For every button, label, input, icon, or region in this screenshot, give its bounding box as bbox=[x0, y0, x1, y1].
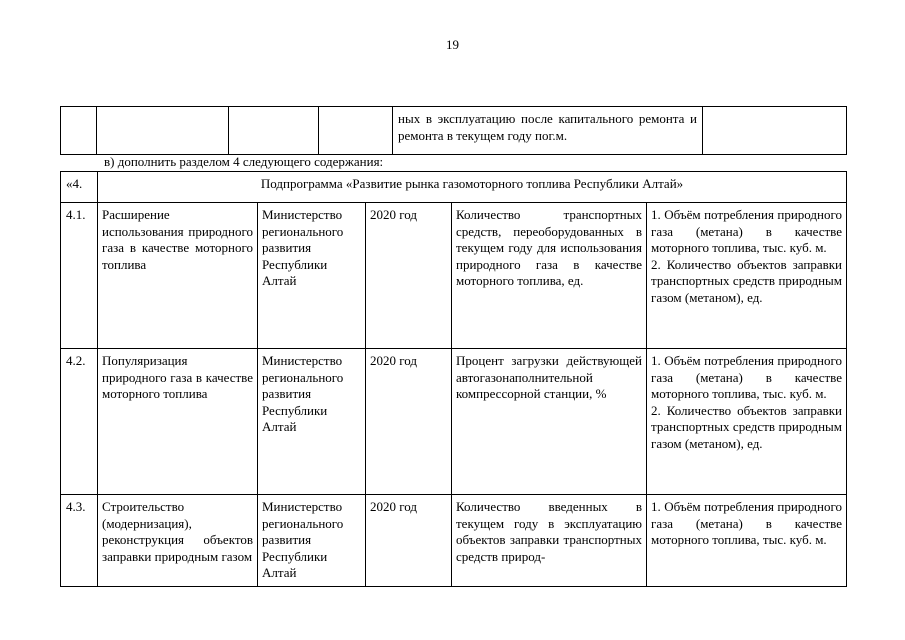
subprogram-header-row bbox=[61, 172, 847, 203]
executor-cell: Министерство регионального развития Республики Алтай bbox=[258, 349, 366, 495]
measure-cell: Популяризация природного газа в качестве моторного топлива bbox=[98, 349, 258, 495]
target-indicators-cell bbox=[647, 203, 847, 349]
row-number: 4.3. bbox=[61, 495, 98, 587]
target-indicators-cell bbox=[647, 495, 847, 587]
page-number: 19 bbox=[446, 37, 459, 52]
empty-cell bbox=[61, 107, 97, 155]
year-cell: 2020 год bbox=[366, 349, 452, 495]
executor-cell: Министерство регионального развития Республики Алтай bbox=[258, 495, 366, 587]
target-indicator-2: 2. Количество объектов заправки транспортных средств природным газом (метаном), ед. bbox=[651, 256, 843, 305]
subprogram-table bbox=[60, 171, 847, 587]
indicator-cell: Количество транспортных средств, переоборудованных в текущем году для использования природного газа в качестве моторного топлива, ед. bbox=[452, 203, 647, 349]
executor-cell: Министерство регионального развития Республики Алтай bbox=[258, 203, 366, 349]
target-indicators-cell bbox=[647, 349, 847, 495]
subsection-intro: в) дополнить разделом 4 следующего содержания: bbox=[104, 154, 384, 169]
year-cell: 2020 год bbox=[366, 203, 452, 349]
continuation-row bbox=[61, 107, 847, 155]
empty-cell bbox=[703, 107, 847, 155]
measure-cell: Расширение использования природного газа в качестве моторного топлива bbox=[98, 203, 258, 349]
table-row bbox=[61, 349, 847, 495]
indicator-cell: Процент загрузки действующей автогазонаполнительной компрессорной станции, % bbox=[452, 349, 647, 495]
target-indicator-1: 1. Объём потребления природного газа (метана) в качестве моторного топлива, тыс. куб. м. bbox=[651, 499, 843, 547]
subprogram-number: «4. bbox=[61, 172, 98, 203]
table-row bbox=[61, 203, 847, 349]
target-indicator-1: 1. Объём потребления природного газа (метана) в качестве моторного топлива, тыс. куб. м. bbox=[651, 353, 843, 401]
continuation-table bbox=[60, 106, 847, 155]
target-indicator-1: 1. Объём потребления природного газа (метана) в качестве моторного топлива, тыс. куб. м. bbox=[651, 207, 843, 255]
empty-cell bbox=[97, 107, 229, 155]
table-row bbox=[61, 495, 847, 587]
indicator-cell: Количество введенных в текущем году в эксплуатацию объектов заправки транспортных средств природ- bbox=[452, 495, 647, 587]
measure-cell: Строительство (модернизация), реконструкция объектов заправки природным газом bbox=[98, 495, 258, 587]
target-indicator-2: 2. Количество объектов заправки транспортных средств природным газом (метаном), ед. bbox=[651, 402, 843, 451]
indicator-cell: ных в эксплуатацию после капитального ремонта и ремонта в текущем году пог.м. bbox=[393, 107, 703, 155]
row-number: 4.1. bbox=[61, 203, 98, 349]
year-cell: 2020 год bbox=[366, 495, 452, 587]
subprogram-title: Подпрограмма «Развитие рынка газомоторного топлива Республики Алтай» bbox=[98, 172, 847, 203]
empty-cell bbox=[229, 107, 319, 155]
empty-cell bbox=[319, 107, 393, 155]
row-number: 4.2. bbox=[61, 349, 98, 495]
